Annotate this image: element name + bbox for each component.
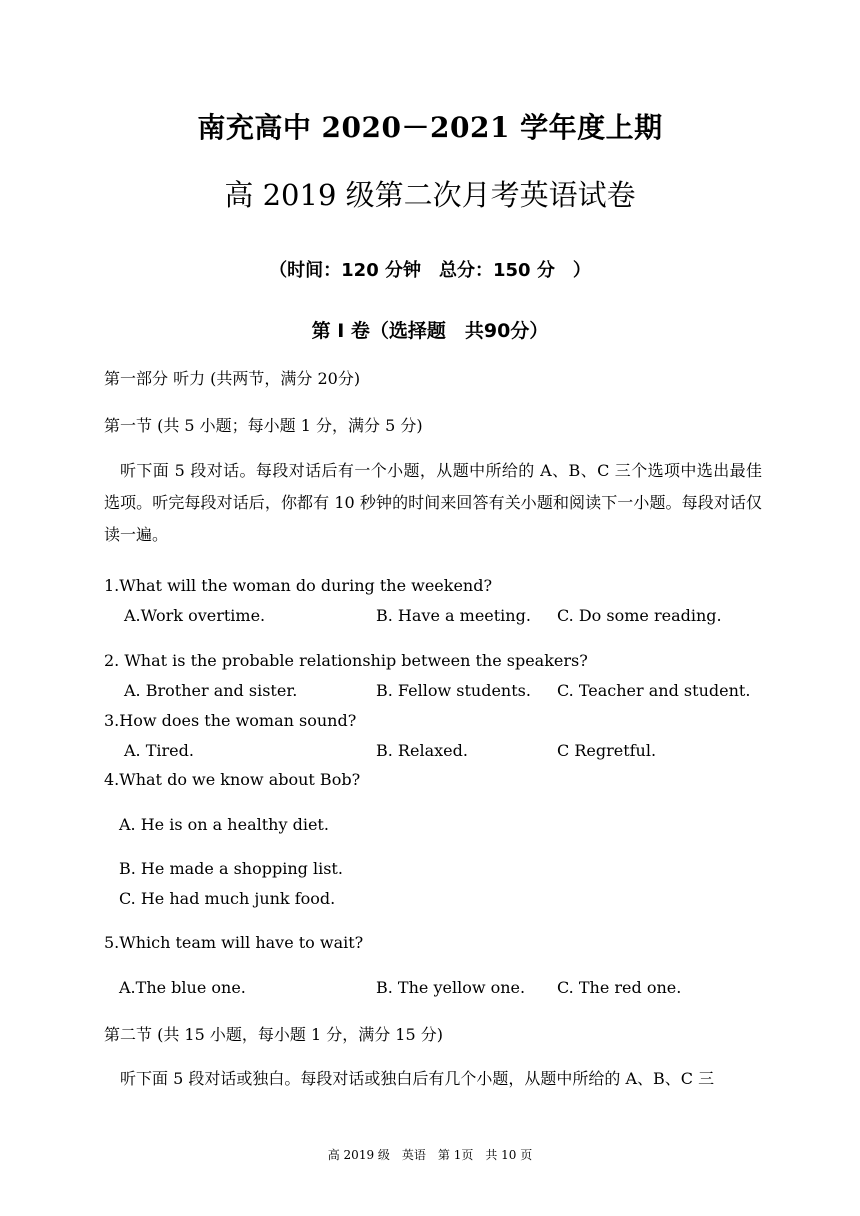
question-4-stem: 4.What do we know about Bob? — [104, 770, 361, 789]
question-4-option-a: A. He is on a healthy diet. — [119, 815, 329, 834]
section1-instructions: 听下面 5 段对话。每段对话后有一个小题，从题中所给的 A、B、C 三个选项中选出最佳选项。听完每段对话后，你都有 10 秒钟的时间来回答有关小题和阅读下一小题。每段对话仅读一遍。 — [104, 461, 762, 544]
question-3-option-b: B. Relaxed. — [376, 741, 468, 760]
section2-instructions: 听下面 5 段对话或独白。每段对话或独白后有几个小题，从题中所给的 A、B、C 三 — [120, 1069, 715, 1088]
exam-title: 南充高中 2020－2021 学年度上期 — [197, 111, 663, 144]
question-2-option-a: A. Brother and sister. — [124, 681, 298, 700]
question-2-option-c: C. Teacher and student. — [557, 681, 751, 700]
question-2-stem: 2. What is the probable relationship between the speakers? — [104, 651, 588, 670]
question-5-stem: 5.Which team will have to wait? — [104, 933, 364, 952]
question-4-option-b: B. He made a shopping list. — [119, 859, 343, 878]
question-5-option-a: A.The blue one. — [119, 978, 246, 997]
volume-heading: 第 I 卷（选择题 共90分） — [311, 320, 549, 342]
exam-subtitle: 高 2019 级第二次月考英语试卷 — [224, 178, 636, 212]
page-footer: 高 2019 级 英语 第 1页 共 10 页 — [327, 1148, 533, 1162]
question-3-stem: 3.How does the woman sound? — [104, 711, 357, 730]
question-3-option-a: A. Tired. — [124, 741, 194, 760]
question-1-option-a: A.Work overtime. — [124, 606, 266, 625]
question-1-option-b: B. Have a meeting. — [376, 606, 531, 625]
question-5-option-b: B. The yellow one. — [376, 978, 526, 997]
section1-heading: 第一节 (共 5 小题；每小题 1 分，满分 5 分) — [104, 416, 423, 435]
question-5-option-c: C. The red one. — [557, 978, 682, 997]
question-3-option-c: C Regretful. — [557, 741, 657, 760]
question-2-option-b: B. Fellow students. — [376, 681, 531, 700]
question-1-option-c: C. Do some reading. — [557, 606, 722, 625]
question-4-option-c: C. He had much junk food. — [119, 889, 336, 908]
exam-time-score: （时间：120 分钟 总分：150 分 ） — [269, 260, 591, 281]
part1-heading: 第一部分 听力 (共两节，满分 20分) — [104, 369, 361, 388]
question-1-stem: 1.What will the woman do during the weekend? — [104, 576, 493, 595]
section2-heading: 第二节 (共 15 小题，每小题 1 分，满分 15 分) — [104, 1025, 443, 1044]
